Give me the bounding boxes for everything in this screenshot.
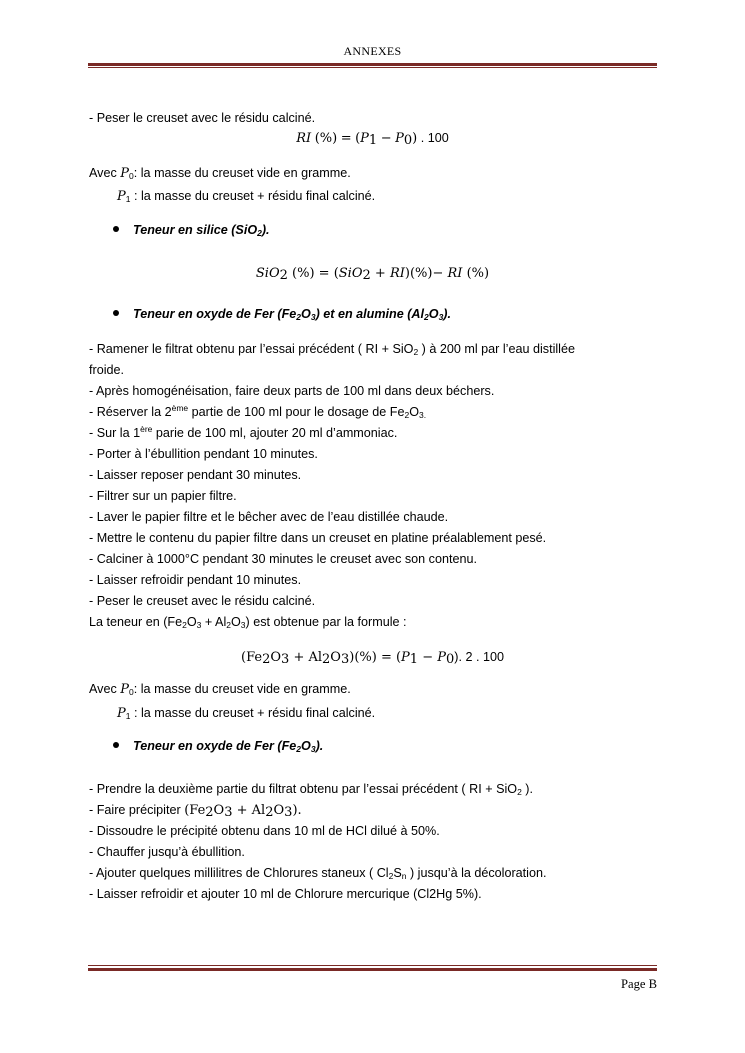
definition-p0 xyxy=(89,165,351,182)
formula-symbol: RI xyxy=(389,266,405,281)
text-span: ). xyxy=(443,307,451,321)
formula-subscript: n xyxy=(401,871,407,881)
formula-symbol: SiO xyxy=(338,266,363,281)
header-title: ANNEXES xyxy=(343,44,402,58)
formula-text: (%) xyxy=(314,131,338,146)
bullet-heading-silice xyxy=(113,223,270,237)
formula-text: . 100 xyxy=(417,131,449,145)
text-span: O xyxy=(230,615,241,629)
bullet-icon xyxy=(113,742,119,748)
formula-symbol: P xyxy=(120,166,130,181)
formula-text: O xyxy=(330,650,341,665)
text-span: ) à 200 ml par l’eau distillée xyxy=(418,342,575,356)
formula-text: ). xyxy=(292,803,302,818)
formula-text: (Fe xyxy=(241,650,263,665)
bullet-heading-fer xyxy=(113,739,323,753)
text-span: Teneur en silice (SiO xyxy=(133,223,258,237)
step-line: - Après homogénéisation, faire deux parts de 100 ml dans deux béchers. xyxy=(89,384,495,398)
formula-symbol: P xyxy=(120,682,130,697)
step-line: - Dissoudre le précipité obtenu dans 10 ml de HCl dilué à 50%. xyxy=(89,824,440,838)
text-span: O xyxy=(428,307,439,321)
header-rule-thin xyxy=(88,67,657,68)
formula-text: ( xyxy=(355,131,361,146)
formula-subscript: 2 xyxy=(404,410,410,420)
step-line: - Laver le papier filtre et le bêcher avec de l’eau distillée chaude. xyxy=(89,510,449,524)
step-line: - Filtrer sur un papier filtre. xyxy=(89,489,237,503)
footer-rule-thin xyxy=(88,965,657,966)
formula-subscript: 3 xyxy=(438,312,444,322)
formula-text: (%) xyxy=(462,266,490,281)
formula-subscript: 2 xyxy=(226,620,231,630)
step-line xyxy=(89,865,546,881)
formula-subscript: 2 xyxy=(362,268,371,283)
formula-text: (%) = ( xyxy=(287,266,339,281)
formula-symbol: RI xyxy=(447,266,463,281)
step-line: - Chauffer jusqu’à ébullition. xyxy=(89,845,245,859)
formula-subscript: 2 xyxy=(296,744,302,754)
formula-subscript: 3 xyxy=(310,744,316,754)
text-span: - Ramener le filtrat obtenu par l’essai précédent ( RI + SiO xyxy=(89,342,414,356)
formula-text: − xyxy=(418,650,438,665)
formula-subscript: 2 xyxy=(517,787,522,797)
formula-subscript: 2 xyxy=(262,652,271,667)
text-span: ) et en alumine (Al xyxy=(315,307,425,321)
formula-symbol: RI xyxy=(296,131,312,146)
formula-fer-alumine xyxy=(0,649,745,666)
formula-superscript: ème xyxy=(171,403,189,413)
text-span: Avec xyxy=(89,682,121,696)
formula-subscript: 2 xyxy=(424,312,429,322)
step-line: - Mettre le contenu du papier filtre dans un creuset en platine préalablement pesé. xyxy=(89,531,547,545)
text-span: : la masse du creuset vide en gramme. xyxy=(133,166,351,180)
step-line: - Porter à l’ébullition pendant 10 minutes. xyxy=(89,447,318,461)
formula-symbol: P xyxy=(117,706,126,721)
definition-p1 xyxy=(117,705,375,722)
formula-text: O xyxy=(273,803,285,818)
formula-subscript: 3 xyxy=(284,805,293,820)
step-line: - Peser le creuset avec le résidu calciné. xyxy=(89,594,316,608)
formula-text: + xyxy=(370,266,390,281)
formula-subscript: 2 xyxy=(182,620,187,630)
formula-subscript: 3 xyxy=(240,620,246,630)
formula-symbol: P xyxy=(401,650,410,665)
formula-subscript: 3 xyxy=(340,652,350,667)
formula-text: = xyxy=(340,131,352,146)
formula-subscript: 1 xyxy=(125,711,131,721)
text-span: partie de 100 ml pour le dosage de Fe xyxy=(188,405,405,419)
formula-subscript: 1 xyxy=(368,133,378,148)
definition-p1 xyxy=(117,188,375,205)
text-span: ) jusqu’à la décoloration. xyxy=(406,866,547,880)
text-span: O xyxy=(301,739,311,753)
formula-subscript: 2 xyxy=(265,805,274,820)
text-line: - Peser le creuset avec le résidu calciné. xyxy=(89,111,316,125)
formula-text: + Al xyxy=(232,803,266,818)
page-number: Page B xyxy=(620,977,657,991)
formula-subscript: 3. xyxy=(419,410,427,420)
formula-subscript: 2 xyxy=(279,268,288,283)
step-line xyxy=(89,341,575,357)
text-span: La teneur en (Fe xyxy=(89,615,183,629)
formula-superscript: ère xyxy=(140,424,153,434)
definition-p0 xyxy=(89,681,351,698)
formula-symbol: SiO xyxy=(255,266,280,281)
step-line: froide. xyxy=(89,363,125,377)
formula-subscript: 0 xyxy=(129,687,134,697)
formula-text: − xyxy=(380,131,392,146)
formula-text: ) xyxy=(412,131,418,146)
formula-symbol: P xyxy=(360,131,369,146)
text-span: - Ajouter quelques millilitres de Chlorures staneux ( Cl xyxy=(89,866,389,880)
formula-subscript: 2 xyxy=(322,652,331,667)
text-span: ) est obtenue par la formule : xyxy=(245,615,407,629)
formula-subscript: 3 xyxy=(310,312,316,322)
step-line: - Laisser refroidir et ajouter 10 ml de Chlorure mercurique (Cl2Hg 5%). xyxy=(89,887,482,901)
text-span: Teneur en oxyde de Fer (Fe xyxy=(133,307,297,321)
bullet-icon xyxy=(113,310,119,316)
formula-text: O xyxy=(270,650,282,665)
formula-subscript: 0 xyxy=(403,133,413,148)
step-line xyxy=(89,614,407,630)
text-span: - Réserver la 2 xyxy=(89,405,172,419)
step-line: - Calciner à 1000°C pendant 30 minutes le creuset avec son contenu. xyxy=(89,552,477,566)
formula-subscript: 2 xyxy=(296,312,302,322)
formula-subscript: 1 xyxy=(409,652,419,667)
header-rule-thick xyxy=(88,63,657,66)
text-span: - Sur la 1 xyxy=(89,426,141,440)
step-line xyxy=(89,404,426,420)
formula-symbol: P xyxy=(395,131,404,146)
formula-text: (Fe xyxy=(184,803,206,818)
formula-text: ). 2 . 100 xyxy=(454,650,504,664)
step-line: - Laisser refroidir pendant 10 minutes. xyxy=(89,573,302,587)
formula-subscript: 3 xyxy=(196,620,202,630)
text-span: Teneur en oxyde de Fer (Fe xyxy=(133,739,297,753)
text-span: - Prendre la deuxième partie du filtrat obtenu par l’essai précédent ( RI + SiO xyxy=(89,782,518,796)
formula-subscript: 0 xyxy=(446,652,455,667)
footer-rule-thick xyxy=(88,968,657,971)
text-span: O xyxy=(409,405,420,419)
text-span: Avec xyxy=(89,166,121,180)
text-span: S xyxy=(393,866,402,880)
step-line xyxy=(89,802,302,819)
bullet-icon xyxy=(113,226,119,232)
formula-subscript: 1 xyxy=(125,194,131,204)
step-line xyxy=(89,781,533,797)
formula-symbol: P xyxy=(117,189,126,204)
formula-text: )(%) = ( xyxy=(349,650,402,665)
step-line xyxy=(89,425,397,441)
text-span: : la masse du creuset + résidu final calciné. xyxy=(130,189,376,203)
step-line: - Laisser reposer pendant 30 minutes. xyxy=(89,468,302,482)
text-span: ). xyxy=(315,739,324,753)
text-span: : la masse du creuset vide en gramme. xyxy=(133,682,351,696)
formula-subscript: 3 xyxy=(281,652,290,667)
text-span: parie de 100 ml, ajouter 20 ml d’ammoniac. xyxy=(152,426,398,440)
formula-symbol: P xyxy=(437,650,446,665)
text-span: - Faire précipiter xyxy=(89,803,185,817)
text-span: + Al xyxy=(201,615,227,629)
formula-subscript: 2 xyxy=(257,228,262,238)
formula-subscript: 2 xyxy=(388,871,394,881)
formula-text: O xyxy=(213,803,225,818)
text-span: O xyxy=(301,307,311,321)
formula-subscript: 2 xyxy=(413,347,419,357)
formula-ri xyxy=(0,130,745,147)
formula-silice xyxy=(0,265,745,282)
formula-subscript: 2 xyxy=(205,805,214,820)
text-span: ). xyxy=(521,782,533,796)
bullet-heading-fer-alumine xyxy=(113,307,451,321)
formula-subscript: 0 xyxy=(129,171,134,181)
text-span: : la masse du creuset + résidu final calciné. xyxy=(130,706,376,720)
formula-text: )(%)− xyxy=(404,266,448,281)
formula-text: + Al xyxy=(289,650,323,665)
formula-subscript: 3 xyxy=(224,805,233,820)
text-span: O xyxy=(186,615,197,629)
text-span: ). xyxy=(261,223,270,237)
